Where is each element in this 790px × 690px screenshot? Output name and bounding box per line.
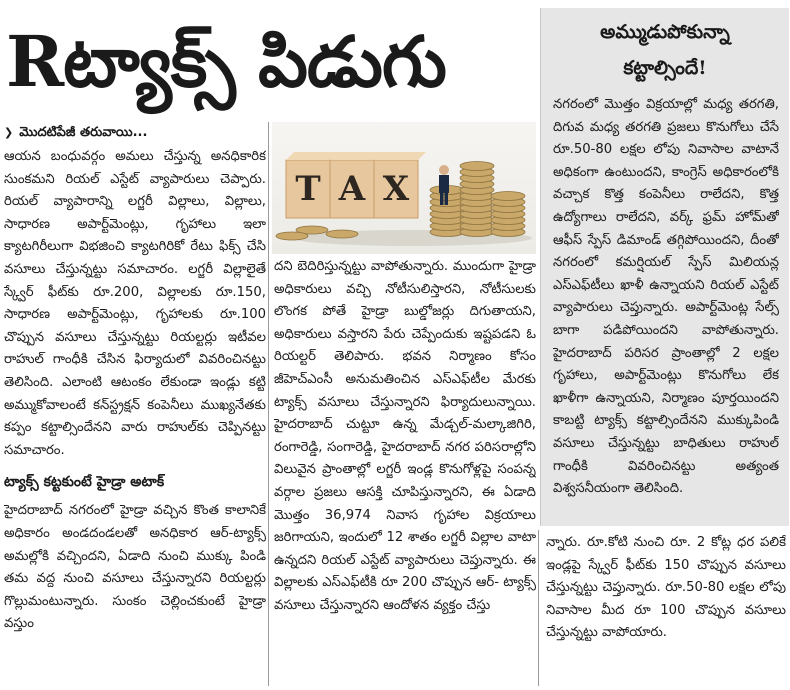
letter-cube — [374, 152, 426, 218]
tax-photo — [272, 122, 536, 254]
tax-cubes — [286, 152, 426, 218]
article-column-3 — [546, 532, 786, 682]
column1-paragraph-1: ఆయన బంధువర్గం అమలు చేస్తున్న అనధికారిక సుంకమని రియల్ ఎస్టేట్ వ్యాపారులు చెప్పారు. రియల్ వ్యాపారాన్ని లగ్జరీ విల్లాలు, విల్లాలు, సాధారణ అపార్ట్‌మెంట్లు, గృహాలు ఇలా క్యాటగిరీలుగా విభజించి క్యాటగిరికో రేటు ఫిక్స్ చేసి వసూలు చేస్తున్నట్టు సమాచారం. లగ్జరీ విల్లాలైతే స్క్వేర్ ఫీట్‌కు రూ.200, విల్లాలకు రూ.150, సాధారణ అపార్ట్‌మెంట్లు, గృహాలకు రూ.100 చొప్పున వసూలు చేస్తున్నట్టు రియల్టర్లు ఇటీవల రాహుల్ గాంధీకి చేసిన ఫిర్యాదులో వివరించినట్టు తెలిసింది. ఎలాంటి ఆటంకం లేకుండా ఇండ్లు కట్టి అమ్ముకోవాలంటే కన్‌స్ట్రక్షన్ కంపెనీలు ముఖ్యనేతకు కప్పం కట్టాల్సిందేనని వారు రాహుల్‌కు చెప్పినట్టు సమాచారం. — [4, 149, 266, 458]
sidebar-title-line-2: కట్టాల్సిందే! — [623, 57, 707, 79]
article-column-1 — [4, 146, 266, 686]
continued-from-front-page — [4, 122, 268, 144]
cube-letter: T — [295, 169, 321, 209]
headline: Rట్యాక్స్ పిడుగు — [6, 20, 446, 103]
coin — [326, 230, 358, 238]
cube-letter: A — [338, 169, 366, 209]
sidebar-box — [540, 8, 789, 526]
sidebar-title — [549, 14, 781, 86]
coin-stack — [491, 192, 525, 237]
coin-stack — [460, 162, 494, 237]
column2-text: దని బెదిరిస్తున్నట్టు వాపోతున్నారు. ముందుగా హైడ్రా అధికారులు వచ్చి నోటీసులిస్తారని, నోటీసులకు లొంగక పోతే హైడ్రా బుల్డోజర్లు దిగుతాయని, అధికారులు వస్తారని పేరు చెప్పేందుకు ఇష్టపడని ఓ రియల్టర్ తెలిపారు. భవన నిర్మాణం కోసం జీహెచ్ఎంసీ అనుమతించిన ఎస్ఎఫ్‌టీల మేరకు ట్యాక్స్ వసూలు చేస్తున్నారని ఫిర్యాదులున్నాయి. హైదరాబాద్ చుట్టూ ఉన్న మేడ్చల్-మల్కాజిగిరి, రంగారెడ్డి, సంగారెడ్డి, హైదరాబాద్ నగర పరిసరాల్లోని విలువైన ప్రాంతాల్లో లగ్జరీ ఇండ్ల కొనుగోళ్లపై సంపన్న వర్గాల ప్రజలు ఆసక్తి చూపిస్తున్నారని, ఈ ఏడాది మొత్తం 36,974 నివాస గృహాల విక్రయాలు జరిగాయని, ఇందులో 12 శాతం లగ్జరీ విల్లాల వాటా ఉన్నదని రియల్ ఎస్టేట్ వ్యాపారులు చెప్తున్నారు. ఈ విల్లాలకు ఎస్ఎఫ్‌టీకి రూ 200 చొప్పున ఆర్- ట్యాక్స్ వసూలు చేస్తున్నారని ఆందోళన వ్యక్తం చేస్తు — [274, 259, 536, 613]
sidebar-text: నగరంలో మొత్తం విక్రయాల్లో మధ్య తరగతి, దిగువ మధ్య తరగతి ప్రజలు కొనుగోలు చేసే రూ.50-80 లక్షల లోపు నివాసాల వాటానే అధికంగా ఉంటుందని, కాంగ్రెస్ అధికారంలోకి వచ్చాక కొత్త కంపెనీలు రాలేదని, కొత్త ఉద్యోగాలు రాలేదని, వర్క్ ఫ్రమ్ హోమ్‌తో ఆఫీస్ స్పేస్ డిమాండ్ తగ్గిపోయిందని, దీంతో నగరంలో కమర్షియల్ స్పేస్ మిలియన్ల ఎస్ఎఫ్‌టీలు ఖాళీ ఉన్నాయని రియల్ ఎస్టేట్ వ్యాపారులు చెప్తున్నారు. అపార్ట్‌మెంట్ల సేల్స్ బాగా పడిపోయిందని వాపోతున్నారు. హైదరాబాద్ పరిసర ప్రాంతాల్లో 2 లక్షల గృహాలు, అపార్ట్‌మెంట్లు కొనుగోలు లేక ఖాళీగా ఉన్నాయని, నిర్మాణం పూర్తయిందని కాబట్టి ట్యాక్స్ కట్టాల్సిందేనని ముక్కుపిండి వసూలు చేస్తున్నట్టు బాధితులు రాహుల్ గాంధీకి వివరించినట్టు అత్యంత విశ్వసనీయంగా తెలిసింది. — [553, 97, 779, 497]
tax-illustration — [272, 122, 536, 254]
chevron-right-icon: ❯ — [4, 126, 14, 139]
coin — [276, 232, 308, 240]
cube-letter: X — [382, 169, 410, 209]
column-divider — [268, 122, 269, 686]
article-column-2 — [274, 256, 536, 686]
kicker-label: మొదటిపేజీ తరువాయి... — [19, 125, 148, 140]
column-divider-2 — [538, 530, 539, 686]
subheading: ట్యాక్స్ కట్టకుంటే హైడ్రా అటాక్ — [4, 474, 165, 491]
column3-text: న్నారు. రూ.కోటి నుంచి రూ. 2 కోట్ల ధర పలికే ఇండ్లపై స్క్వేర్ ఫీట్‌కు 150 చొప్పున వసూలు చేస్తున్నట్టు చెప్తున్నారు. రూ.50-80 లక్షల లోపు నివాసాల మీద రూ 100 చొప్పున వసూలు చేస్తున్నట్టు వాపోయారు. — [546, 535, 786, 641]
sidebar-title-line-1: అమ్ముడుపోకున్నా — [600, 21, 730, 43]
column1-paragraph-2: హైదరాబాద్ నగరంలో హైడ్రా వచ్చిన కొంత కాలానికే అధికారం అండదండలతో అనధికార ఆర్-ట్యాక్స్ అమల్లోకి వచ్చిందని, ఏడాది నుంచి ముక్కు పిండి తమ వద్ద నుంచి వసూలు చేస్తున్నారని రియల్టర్లు గొల్లుమంటున్నారు. సుంకం చెల్లించకుంటే హైడ్రా వస్తుం — [4, 503, 266, 632]
